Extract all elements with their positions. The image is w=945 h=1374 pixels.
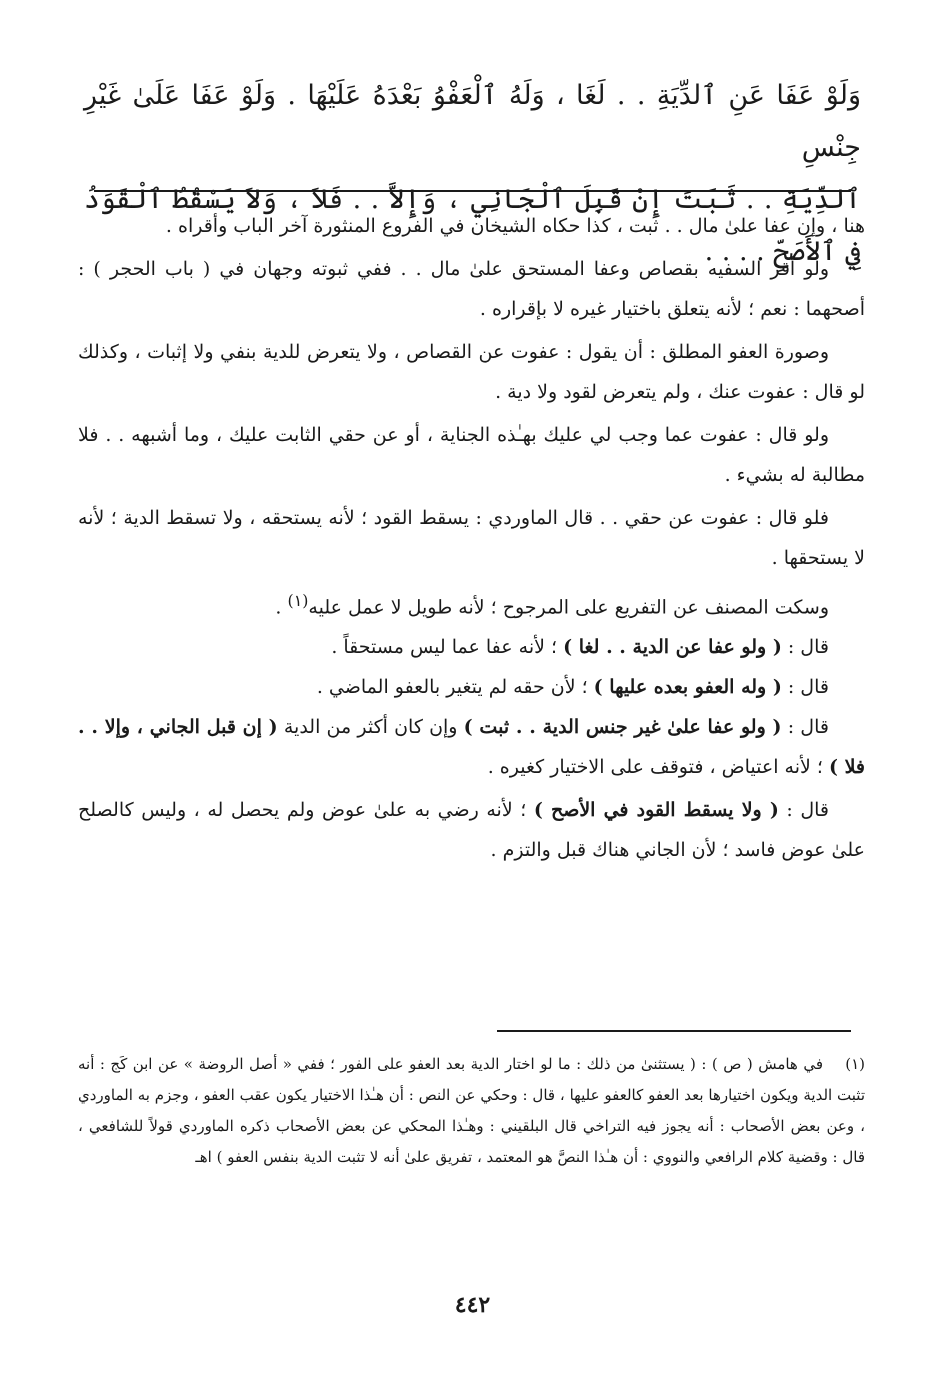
commentary-paragraph: وصورة العفو المطلق : أن يقول : عفوت عن القصاص ، ولا يتعرض للدية بنفي ولا إثبات ، وكذلك لو قال : عفوت عنك ، ولم يتعرض لقود ولا دية . [78, 341, 865, 403]
footnote-paragraph [78, 1049, 865, 1173]
qala-label: قال : [778, 799, 829, 822]
quoted-matn-paragraph [78, 667, 865, 707]
commentary-paragraph: ولو أقر السفيه بقصاص وعفا المستحق علىٰ مال . . ففي ثبوته وجهان في ( باب الحجر ) : أصحهما : نعم ؛ لأنه يتعلق باختيار غيره لا بإقراره . [78, 258, 865, 320]
qala-label: قال : [781, 636, 829, 659]
commentary-text [78, 206, 865, 870]
commentary-paragraph: ولو قال : عفوت عما وجب لي عليك بهـٰذه الجناية ، أو عن حقي الثابت عليك ، وما أشبهه . . فلا مطالبة له بشيء . [78, 424, 865, 486]
qala-label: قال : [781, 676, 829, 699]
matn-quote: ( ولو عفا عن الدية . . لغا ) [563, 636, 782, 659]
footnote-text: في هامش ( ص ) : ( يستثنىٰ من ذلك : ما لو اختار الدية بعد العفو على الفور ؛ ففي « أصل الروضة » عن ابن كَج : أنه تثبت الدية ويكون اختيارها بعد العفو كالعفو عليها ، قال : وحكي عن النص : أن هـٰذا الاختيار يكون عقب العفو ، وجزم به الماوردي ، وعن بعض الأصحاب : أنه يجوز فيه التراخي قال البلقيني : وهـٰذا المحكي عن بعض الأصحاب ذكره الماوردي قولاً للشافعي ، قال : وقضية كلام الرافعي والنووي : أن هـٰذا النصَّ هو المعتمد ، تفريق علىٰ أنه لا تثبت الدية بنفس العفو ) اهـ [78, 1055, 865, 1166]
matn-quote: ( ولا يسقط القود في الأصح ) [533, 799, 779, 822]
commentary-paragraph [78, 581, 865, 627]
explanation: وإن كان أكثر من الدية [277, 716, 464, 739]
explanation: ؛ لأنه عفا عما ليس مستحقاً . [331, 636, 564, 659]
paragraph-text: وسكت المصنف عن التفريع على المرجوح ؛ لأنه طويل لا عمل عليه [308, 596, 829, 619]
matn-line-2: ٱلدِّيَةِ . . ثَبَتَ إِنْ قَبِلَ ٱلْجَانِي ، وَإِلاَّ . . فَلاَ ، وَلاَ يَسْقُطُ ٱلْقَوَدُ فِي ٱلأَصَحِّ . . . . [84, 184, 861, 267]
quoted-matn-paragraph [78, 707, 865, 787]
footnote [78, 1049, 865, 1173]
explanation: ؛ لأن حقه لم يتغير بالعفو الماضي . [316, 676, 594, 699]
commentary-paragraph: هنا ، وإن عفا علىٰ مال . . ثبت ، كذا حكاه الشيخان في الفروع المنثورة آخر الباب وأقراه . [165, 215, 865, 237]
quoted-matn-paragraph [78, 790, 865, 870]
quoted-matn-paragraph [78, 627, 865, 667]
explanation: ؛ لأنه اعتياض ، فتوقف على الاختيار كغيره . [487, 756, 829, 779]
paragraph-end: . [275, 596, 288, 619]
qala-label: قال : [781, 716, 829, 739]
matn-line-1: وَلَوْ عَفَا عَنِ ٱلدِّيَةِ . . لَغَا ، وَلَهُ ٱلْعَفْوُ بَعْدَهُ عَلَيْهَا . وَلَوْ عَفَا عَلَىٰ غَيْرِ جِنْسِ [84, 80, 861, 163]
matn-quote: ( وله العفو بعده عليها ) [593, 676, 782, 699]
explanation: ؛ لأنه رضي به علىٰ عوض ولم يحصل له ، وليس كالصلح علىٰ عوض فاسد ؛ لأن الجاني هناك قبل والتزم . [78, 799, 865, 862]
page-number: ٤٤٢ [454, 1292, 491, 1318]
matn-quote: ( إن قبل الجاني ، وإلا . . فلا ) [78, 716, 865, 779]
footnote-separator-rule [497, 1030, 851, 1032]
footnote-reference[interactable]: (١) [287, 591, 309, 610]
matn-separator-rule [94, 190, 851, 192]
footnote-number: (١) [845, 1055, 865, 1073]
matn-quote: ( ولو عفا علىٰ غير جنس الدية . . ثبت ) [463, 716, 782, 739]
commentary-paragraph: فلو قال : عفوت عن حقي . . قال الماوردي : يسقط القود ؛ لأنه يستحقه ، ولا تسقط الدية ؛ لأنه لا يستحقها . [78, 507, 865, 569]
